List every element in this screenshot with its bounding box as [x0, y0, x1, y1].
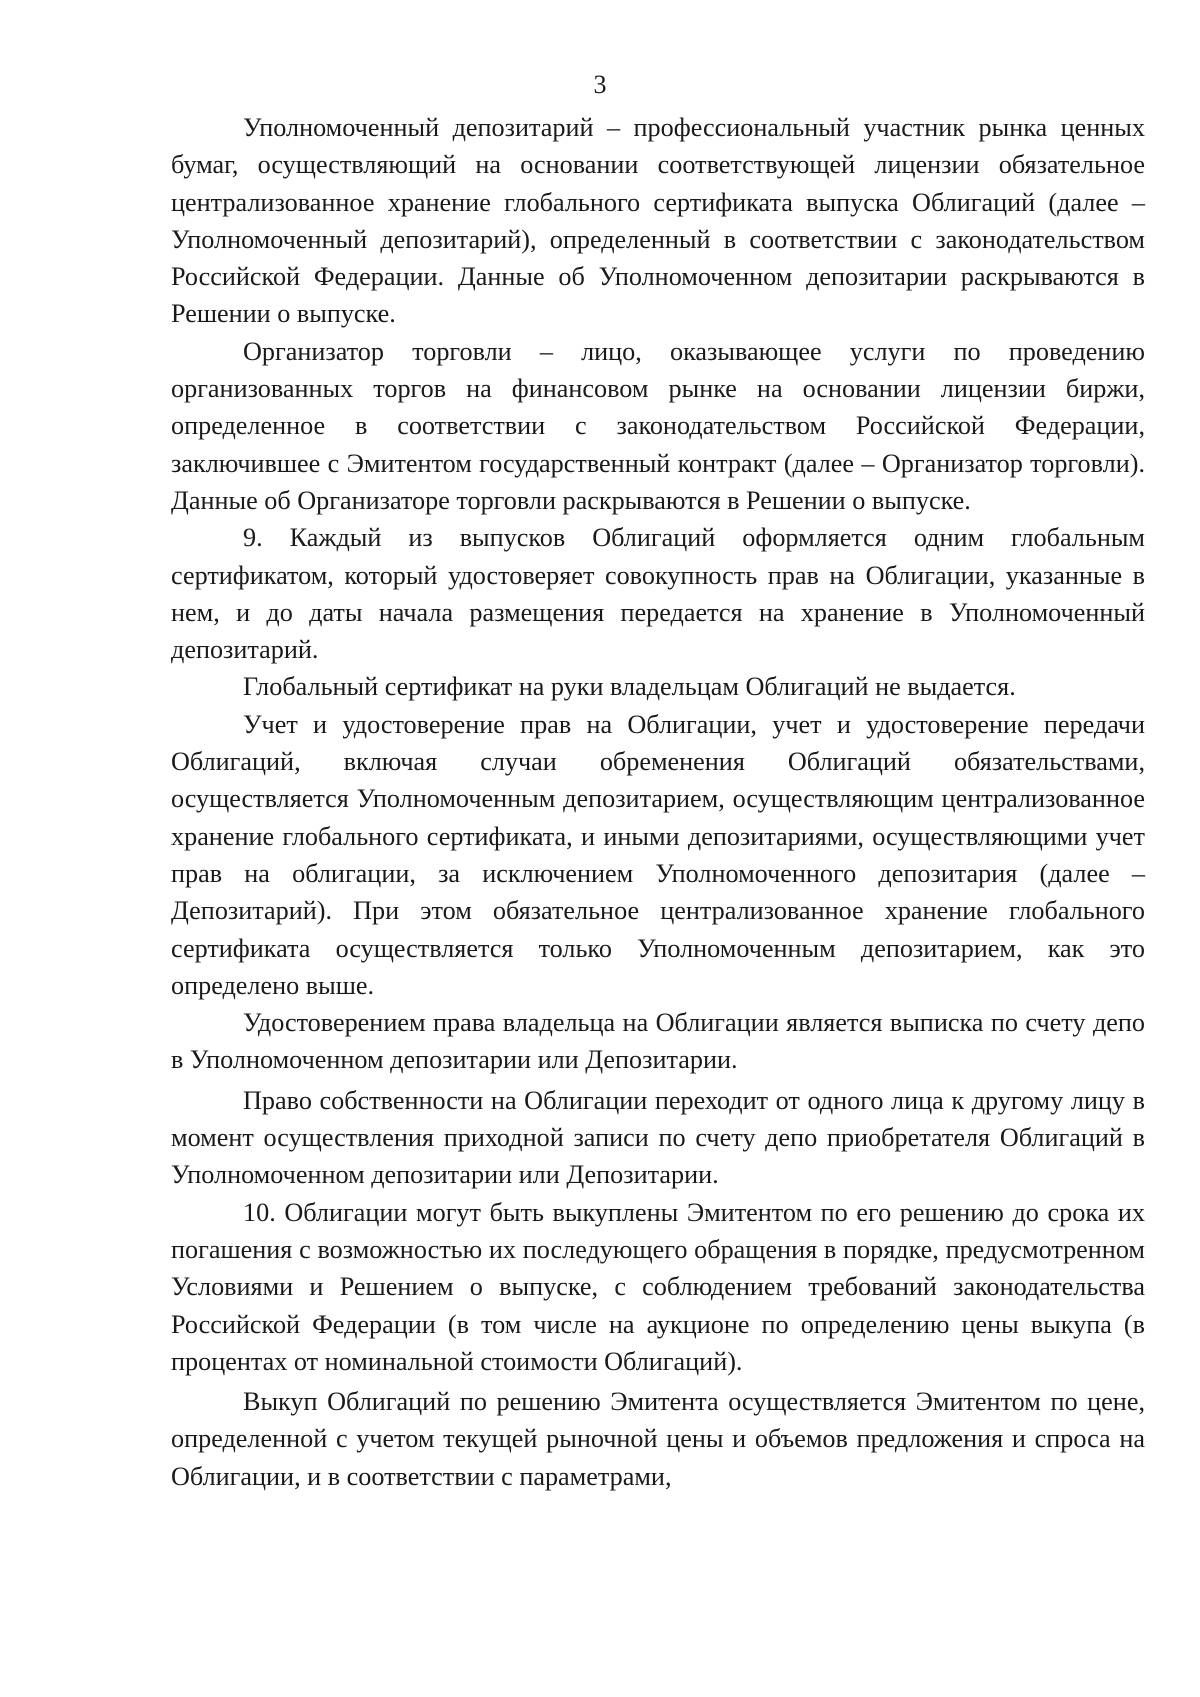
page-number: 3 [593, 70, 607, 99]
paragraph-item-9-global-certificate: 9. Каждый из выпусков Облигаций оформляется одним глобальным сертификатом, который удостоверяет совокупность прав на Облигации, указанные в нем, и до даты начала размещения передается на хранение в Уполномоченный депозитарий. [171, 523, 1145, 665]
paragraph-buyback-price: Выкуп Облигаций по решению Эмитента осуществляется Эмитентом по цене, определенной с учетом текущей рыночной цены и объемов предложения и спроса на Облигации, и в соответствии с параметрами, [171, 1387, 1145, 1491]
paragraph-trade-organizer: Организатор торговли – лицо, оказывающее услуги по проведению организованных торгов на финансовом рынке на основании лицензии биржи, определенное в соответствии с законодательством Российской Федерации, заключившее с Эмитентом государственный контракт (далее – Организатор торговли). Данные об Организаторе торговли раскрываются в Решении о выпуске. [171, 336, 1145, 515]
paragraph-certificate-not-issued: Глобальный сертификат на руки владельцам Облигаций не выдается. [243, 672, 1016, 702]
paragraph-authorized-depository: Уполномоченный депозитарий – профессиональный участник рынка ценных бумаг, осуществляющий на основании соответствующей лицензии обязательное централизованное хранение глобального сертификата выпуска Облигаций (далее – Уполномоченный депозитарий), определенный в соответствии с законодательством Российской Федерации. Данные об Уполномоченном депозитарии раскрываются в Решении о выпуске. [171, 113, 1145, 329]
paragraph-ownership-transfer: Право собственности на Облигации переходит от одного лица к другому лицу в момент осуществления приходной записи по счету депо приобретателя Облигаций в Уполномоченном депозитарии или Депозитарии. [171, 1085, 1145, 1190]
paragraph-rights-accounting: Учет и удостоверение прав на Облигации, учет и удостоверение передачи Облигаций, включая случаи обременения Облигаций обязательствами, осуществляется Уполномоченным депозитарием, осуществляющим централизованное хранение глобального сертификата, и иными депозитариями, осуществляющими учет прав на облигации, за исключением Уполномоченного депозитария (далее – Депозитарий). При этом обязательное централизованное хранение глобального сертификата осуществляется только Уполномоченным депозитарием, как это определено выше. [171, 709, 1145, 1000]
paragraph-item-10-buyback: 10. Облигации могут быть выкуплены Эмитентом по его решению до срока их погашения с возможностью их последующего обращения в порядке, предусмотренном Условиями и Решением о выпуске, с соблюдением требований законодательства Российской Федерации (в том числе на аукционе по определению цены выкупа (в процентах от номинальной стоимости Облигаций). [171, 1197, 1145, 1376]
paragraph-ownership-certification: Удостоверением права владельца на Облигации является выписка по счету депо в Уполномоченном депозитарии или Депозитарии. [171, 1008, 1145, 1075]
document-body [171, 109, 1145, 1495]
